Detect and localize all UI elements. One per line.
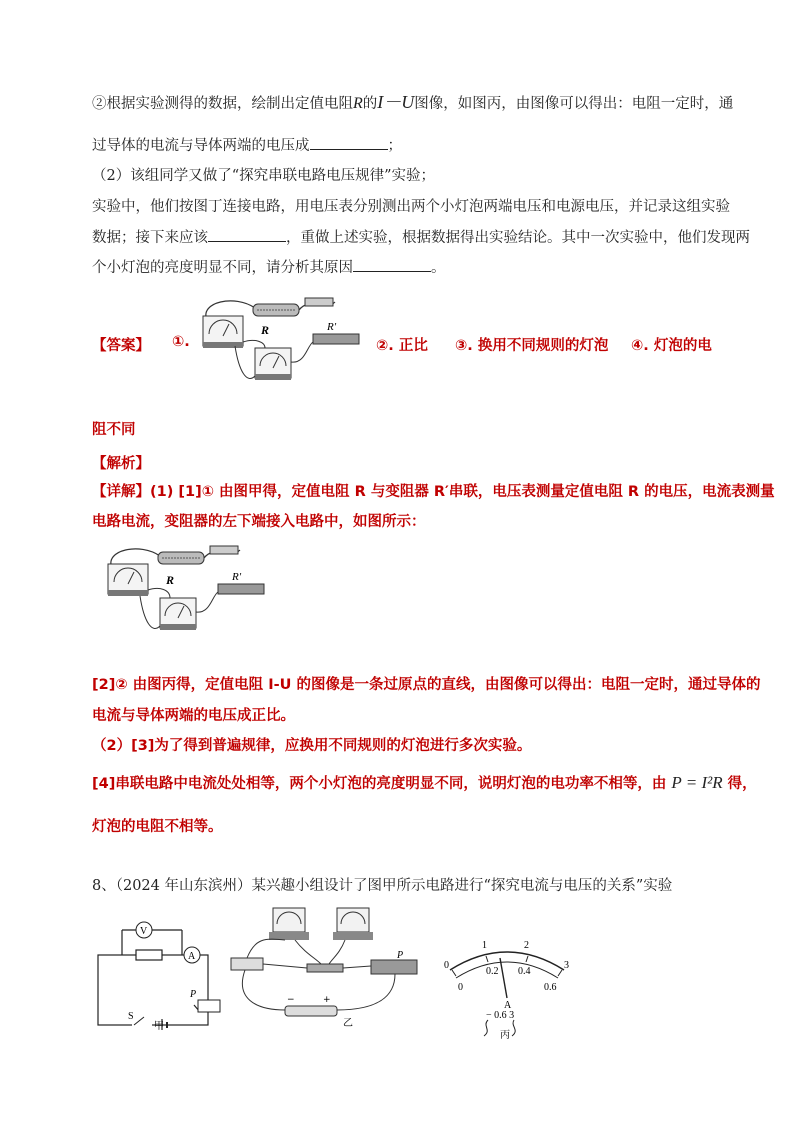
answer-blank-1[interactable]	[310, 135, 388, 150]
dial-outer-tick-3: 3	[564, 960, 569, 971]
analysis-line-2: 电路电流，变阻器的左下端接入电路中，如图所示：	[92, 514, 426, 530]
q7-symbol-r: R	[353, 95, 363, 112]
q7-line-1	[92, 88, 733, 114]
answer-3: ③. 换用不同规则的灯泡	[455, 338, 609, 354]
answer-fig-r-label: R	[261, 323, 270, 337]
dial-inner-tick-0: 0	[458, 982, 463, 993]
jia-slider-label: P	[190, 989, 197, 1000]
figure-bing-ammeter-dial	[432, 920, 582, 1040]
q7-line-1-post: 图像，如图丙，由图像可以得出：电阻一定时，通	[414, 96, 734, 112]
dial-outer-tick-0: 0	[444, 960, 449, 971]
analysis-fig-r-label: R	[166, 573, 175, 587]
dial-inner-tick-1: 0.2	[486, 966, 499, 977]
analysis-circuit-figure	[100, 540, 270, 640]
jia-figure-label: 甲	[154, 1021, 164, 1030]
analysis-line-4: 电流与导体两端的电压成正比。	[92, 708, 295, 724]
q7-line-2	[92, 134, 402, 155]
q7-line-5-pre: 数据；接下来应该	[92, 230, 208, 246]
q7-line-6-post: 。	[431, 260, 446, 276]
answer-2: ②. 正比	[376, 338, 428, 354]
answer-fig-rp-label: R′	[327, 321, 337, 333]
analysis-fig-rp-label: R′	[232, 571, 242, 583]
figure-jia-circuit	[92, 905, 222, 1030]
formula-power: P = I²R	[671, 773, 723, 792]
yi-slider-label: P	[397, 950, 404, 961]
analysis-line-7: 灯泡的电阻不相等。	[92, 819, 223, 835]
yi-minus-label: −	[287, 995, 295, 1005]
analysis-line-6-post: 得，	[727, 776, 757, 792]
analysis-line-3: [2]② 由图丙得，定值电阻 I-U 的图像是一条过原点的直线，由图像可以得出：电阻一定时，通过导体的	[92, 677, 761, 693]
yi-figure-label: 乙	[343, 1018, 353, 1028]
q7-line-6	[92, 256, 446, 277]
answer-circuit-figure	[195, 292, 365, 390]
q7-line-3: （2）该组同学又做了“探究串联电路电压规律”实验；	[92, 168, 436, 184]
analysis-line-6-pre: [4]串联电路中电流处处相等，两个小灯泡的亮度明显不同，说明灯泡的电功率不相等，由	[92, 776, 667, 792]
analysis-label: 【解析】	[92, 456, 150, 472]
q7-line-1-pre: ②根据实验测得的数据，绘制出定值电阻	[92, 96, 353, 112]
dial-inner-tick-2: 0.4	[518, 966, 531, 977]
figure-yi-physical	[225, 898, 425, 1028]
analysis-line-1: 【详解】(1) [1]① 由图甲得，定值电阻 R 与变阻器 R′串联，电压表测量定值电阻 R 的电压，电流表测量	[92, 484, 775, 500]
answer-1: ①.	[172, 334, 190, 350]
answer-blank-2[interactable]	[208, 227, 286, 242]
jia-ammeter-label: A	[188, 951, 196, 962]
dial-inner-tick-3: 0.6	[544, 982, 557, 993]
q8-text: 8、（2024 年山东滨州）某兴趣小组设计了图甲所示电路进行“探究电流与电压的关系”实验	[92, 878, 673, 894]
yi-plus-label: +	[323, 995, 331, 1005]
q7-line-5	[92, 226, 750, 247]
answer-label: 【答案】	[92, 338, 150, 354]
analysis-line-5: （2）[3]为了得到普遍规律，应换用不同规则的灯泡进行多次实验。	[92, 738, 532, 754]
answer-4-line-1: ④. 灯泡的电	[631, 338, 712, 354]
q7-symbol-iu: I－U	[377, 92, 415, 112]
dial-unit-label: A	[504, 1000, 512, 1011]
q7-line-4: 实验中，他们按图丁连接电路，用电压表分别测出两个小灯泡两端电压和电源电压，并记录这组实验	[92, 199, 730, 215]
answer-blank-3[interactable]	[353, 257, 431, 272]
analysis-line-6	[92, 772, 757, 793]
q7-line-2-pre: 过导体的电流与导体两端的电压成	[92, 138, 310, 154]
bing-figure-label: 丙	[500, 1030, 510, 1040]
answer-4-line-2: 阻不同	[92, 422, 136, 438]
dial-outer-tick-1: 1	[482, 940, 487, 951]
q7-line-1-mid: 的	[362, 96, 378, 112]
q7-line-5-post: ，重做上述实验，根据数据得出实验结论。其中一次实验中，他们发现两	[286, 230, 750, 246]
dial-terminals-label: − 0.6 3	[486, 1010, 515, 1021]
q7-line-2-post: ；	[387, 138, 402, 154]
jia-switch-label: S	[128, 1011, 134, 1022]
jia-voltmeter-label: V	[140, 926, 148, 937]
q7-line-6-pre: 个小灯泡的亮度明显不同，请分析其原因	[92, 260, 353, 276]
dial-outer-tick-2: 2	[524, 940, 529, 951]
